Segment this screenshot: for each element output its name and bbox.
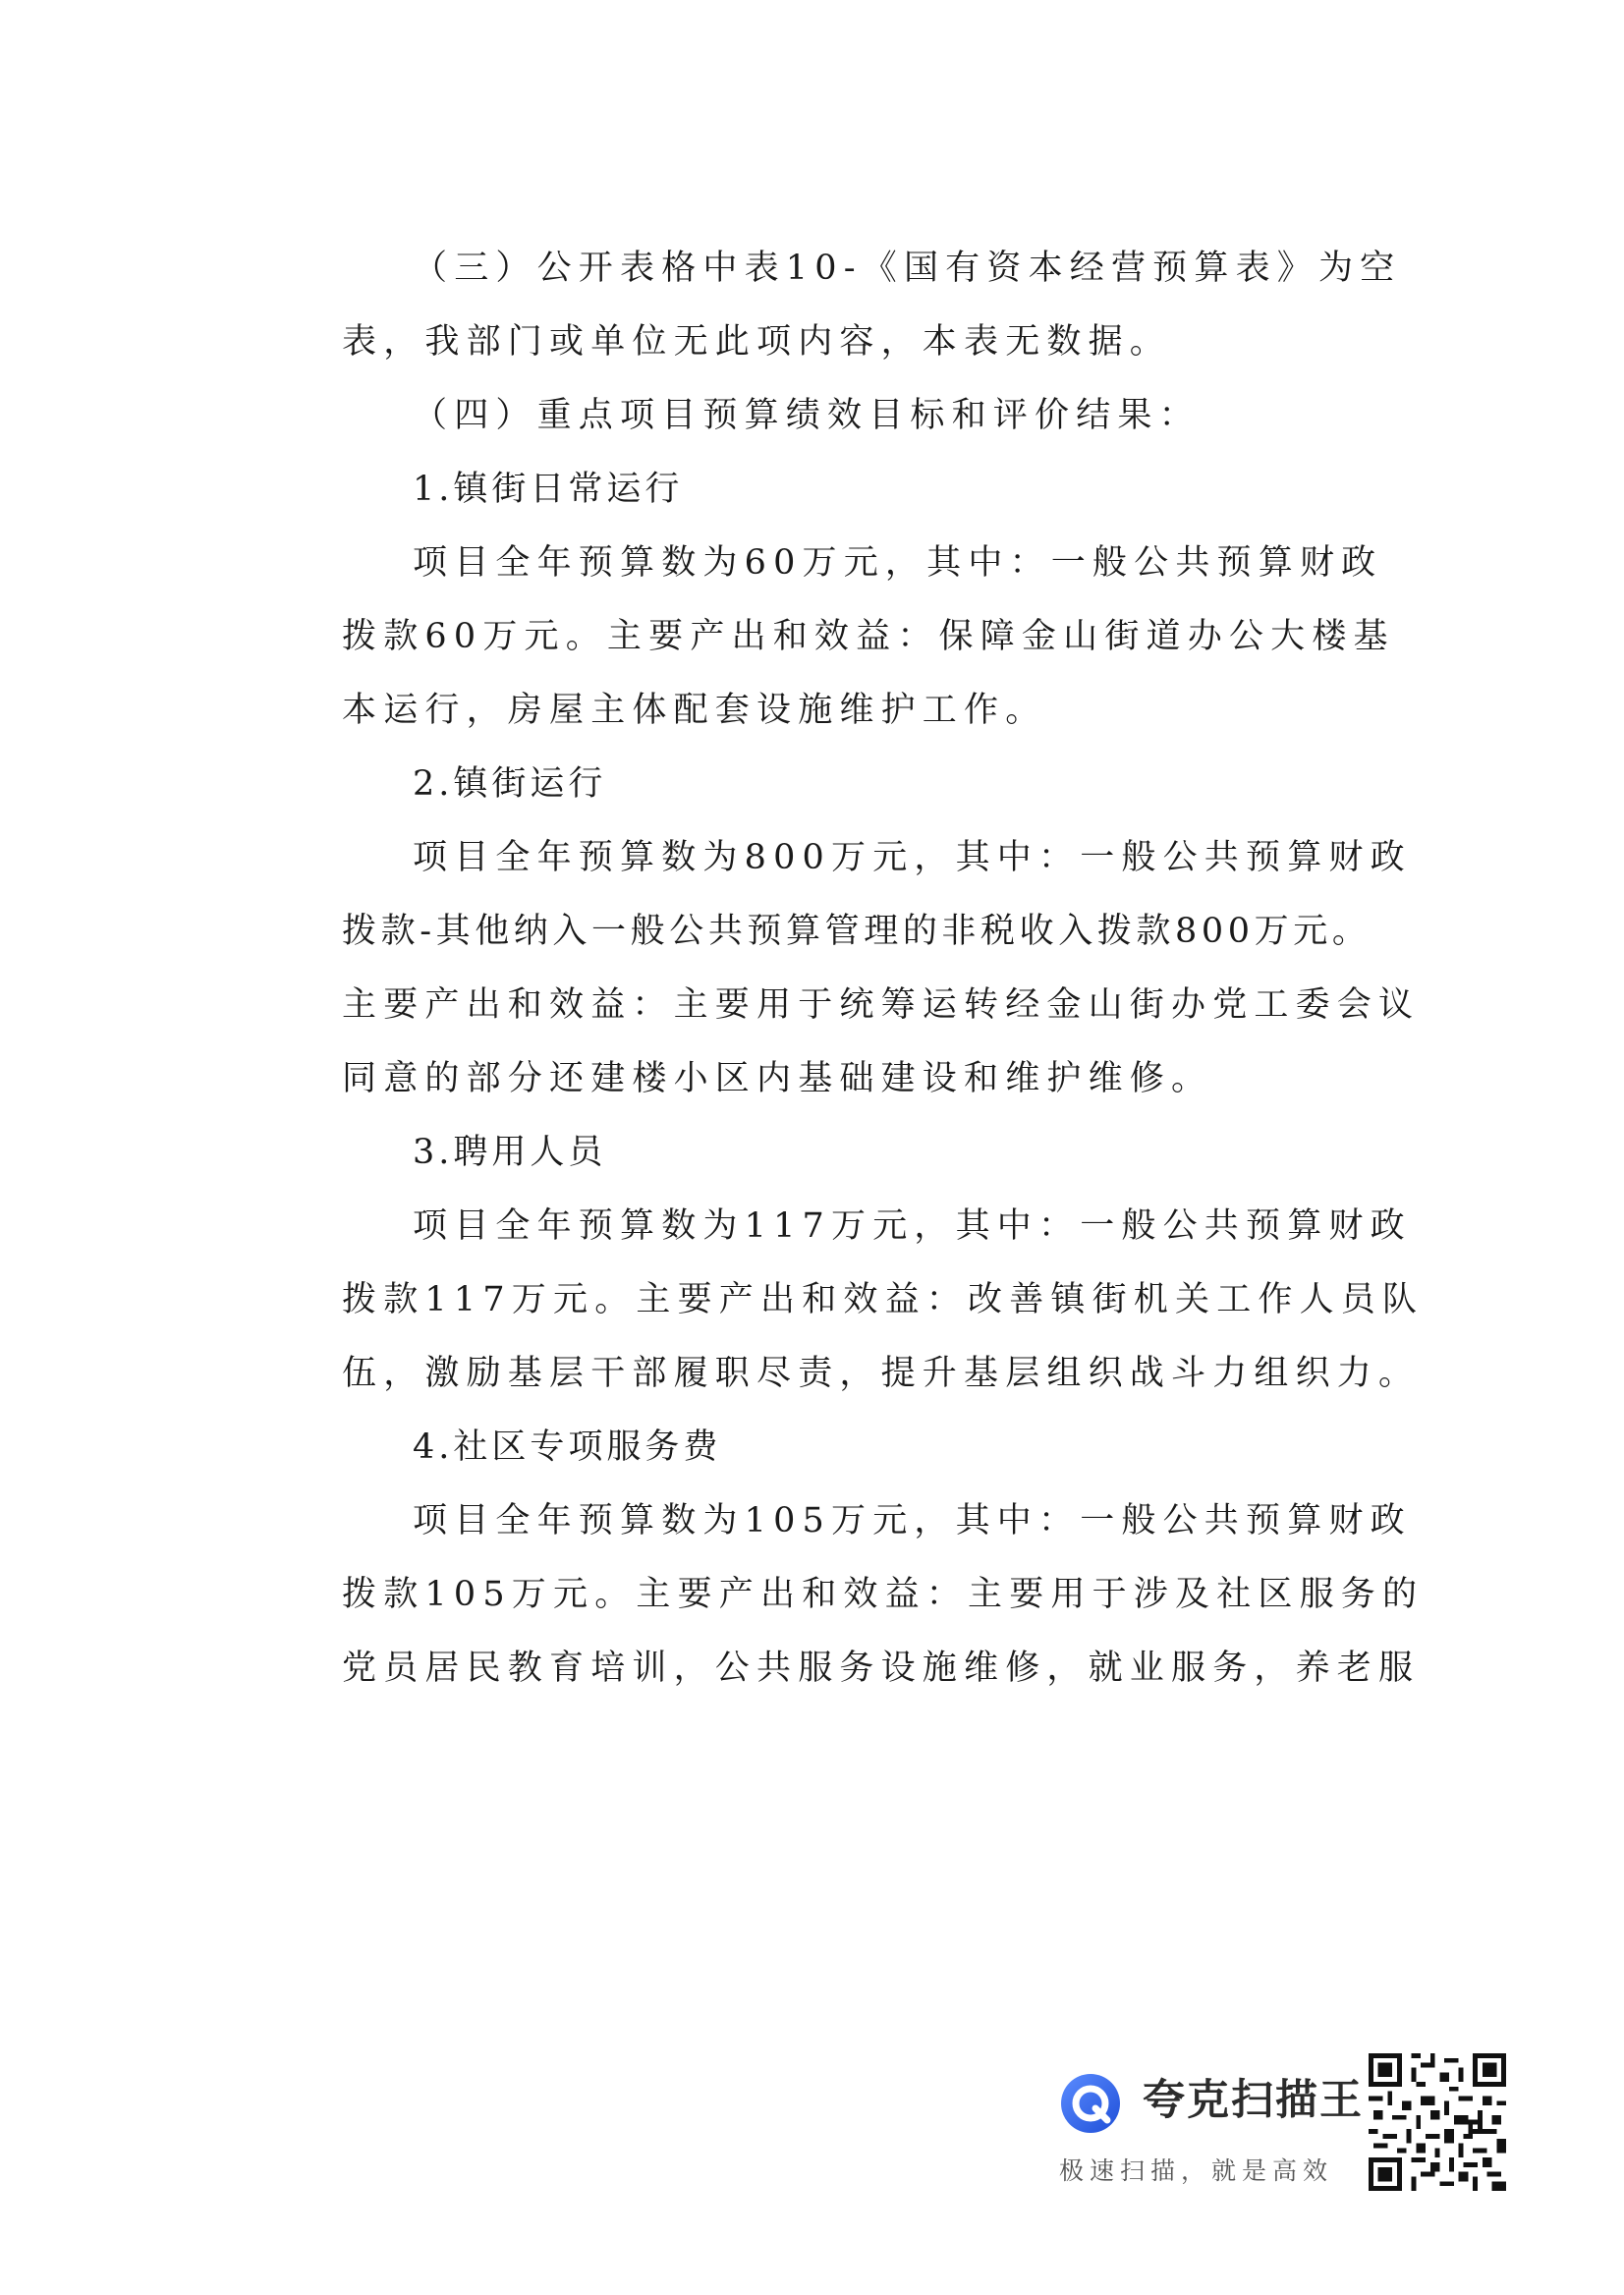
qr-code-icon (1369, 2053, 1506, 2191)
text-line: 党员居民教育培训，公共服务设施维修，就业服务，养老服 (342, 1649, 1421, 1688)
text-line: 同意的部分还建楼小区内基础建设和维护维修。 (342, 1059, 1213, 1098)
text-line: 项目全年预算数为800万元，其中：一般公共预算财政 (413, 838, 1412, 877)
text-line: 拨款105万元。主要产出和效益：主要用于涉及社区服务的 (342, 1575, 1425, 1614)
brand-slogan: 极速扫描，就是高效 (1059, 2156, 1334, 2185)
section-heading: 1.镇街日常运行 (413, 470, 684, 509)
text-line: 拨款-其他纳入一般公共预算管理的非税收入拨款800万元。 (342, 912, 1372, 951)
text-line: 主要产出和效益：主要用于统筹运转经金山街办党工委会议 (342, 985, 1421, 1025)
text-line: 拨款60万元。主要产出和效益：保障金山街道办公大楼基 (342, 617, 1395, 656)
text-line: 表，我部门或单位无此项内容，本表无数据。 (342, 322, 1172, 362)
text-line: 本运行，房屋主体配套设施维护工作。 (342, 691, 1047, 730)
section-heading: 2.镇街运行 (413, 764, 607, 804)
text-line: （三）公开表格中表10-《国有资本经营预算表》为空 (413, 249, 1402, 288)
section-heading: 3.聘用人员 (413, 1133, 607, 1172)
text-line: （四）重点项目预算绩效目标和评价结果： (413, 396, 1201, 435)
section-heading: 4.社区专项服务费 (413, 1427, 722, 1467)
brand-name: 夸克扫描王 (1143, 2076, 1364, 2125)
text-line: 项目全年预算数为60万元，其中：一般公共预算财政 (413, 543, 1383, 583)
text-line: 伍，激励基层干部履职尽责，提升基层组织战斗力组织力。 (342, 1354, 1421, 1393)
quark-logo-icon (1056, 2069, 1125, 2138)
scanner-watermark (1056, 2053, 1508, 2201)
text-line: 项目全年预算数为105万元，其中：一般公共预算财政 (413, 1501, 1412, 1540)
text-line: 拨款117万元。主要产出和效益：改善镇街机关工作人员队 (342, 1280, 1425, 1319)
text-line: 项目全年预算数为117万元，其中：一般公共预算财政 (413, 1206, 1412, 1246)
